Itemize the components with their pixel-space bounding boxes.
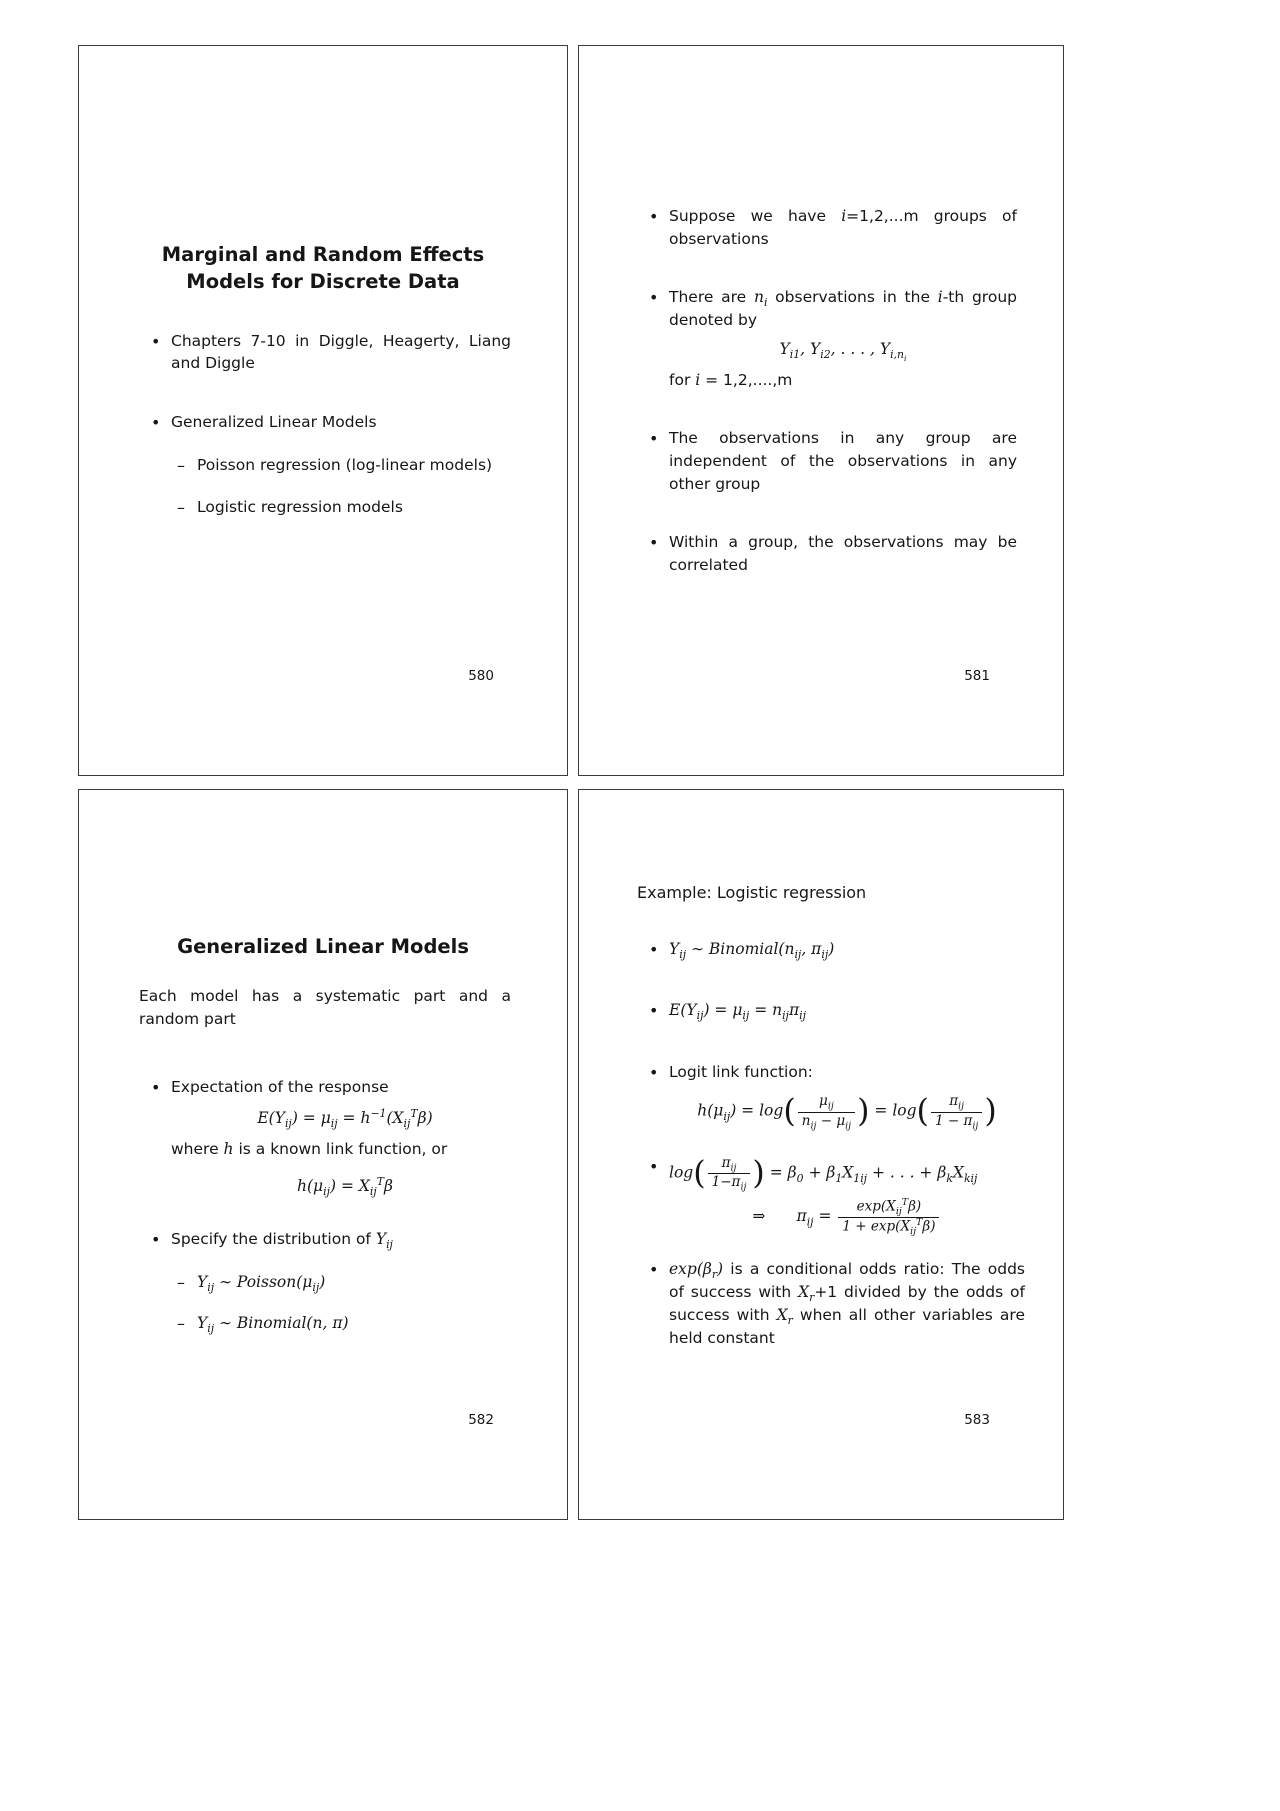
equation: $Y_{i1}$, $Y_{i2}$, . . . , $Y_{i,n_i}$ (779, 339, 907, 364)
bullet-icon: • (649, 429, 659, 449)
bullet-item (649, 1155, 1025, 1237)
page-number: 582 (468, 1412, 494, 1428)
bullet-text: Specify the distribution of $Y_{ij}$ (171, 1229, 393, 1251)
bullet-item (649, 427, 1017, 495)
slide-title: Generalized Linear Models (177, 935, 469, 958)
intro-paragraph: Each model has a systematic part and a random part (139, 986, 511, 1028)
bullet-item (649, 938, 1025, 961)
sub-bullet-text: $Y_{ij}$ ∼ $Poisson(\mu_{ij})$ (197, 1273, 326, 1295)
page-number: 580 (468, 668, 494, 684)
bullet-text: Generalized Linear Models (171, 413, 377, 432)
bullet-text: $E(Y_{ij}) = \mu_{ij} = n_{ij}\pi_{ij}$ (669, 1001, 806, 1023)
bullet-text: Within a group, the observations may be correlated (669, 533, 1017, 574)
bullet-text-line: for i = 1,2,....,m (669, 370, 793, 389)
bullet-icon: • (151, 413, 161, 433)
bullet-text (669, 1155, 1025, 1237)
dash-icon: – (177, 1273, 185, 1293)
bullet-item (649, 1258, 1025, 1349)
title-line-2: Models for Discrete Data (186, 269, 460, 293)
slide-581 (578, 45, 1064, 776)
bullet-item (649, 531, 1017, 576)
bullet-item (151, 1228, 519, 1251)
bullet-text (669, 286, 1017, 391)
bullet-item (649, 999, 1025, 1022)
dash-icon: – (177, 1313, 185, 1333)
sub-bullet-item (151, 1312, 519, 1335)
equation-line: log( $\frac{\pi_{ij}}{1-\pi_{ij}}$ ) = $\beta_0 + \beta_1X_{1ij}$ + . . . + $\beta_kX_{kij}$ (669, 1154, 978, 1193)
bullet-icon: • (649, 533, 659, 553)
bullet-icon: • (649, 1156, 659, 1176)
sub-bullet-text: Logistic regression models (197, 497, 403, 516)
bullet-text: The observations in any group are independent of the observations in any other group (669, 429, 1017, 493)
dash-icon: – (177, 497, 185, 517)
bullet-text: Chapters 7-10 in Diggle, Heagerty, Liang and Diggle (171, 331, 511, 373)
bullet-item (151, 330, 511, 375)
equation: $E(Y_{ij}) = \mu_{ij} = h^{-1}(X_{ij}^T\beta)$ (257, 1106, 433, 1130)
bullet-icon: • (649, 207, 659, 226)
bullet-list (579, 205, 1063, 576)
bullet-text-line: Expectation of the response (171, 1078, 389, 1097)
slide-580 (78, 45, 568, 776)
title-line-1: Marginal and Random Effects (161, 243, 485, 266)
sub-bullet-item (151, 454, 511, 477)
bullet-list (79, 1076, 567, 1335)
equation: $h(\mu_{ij}) = X_{ij}^T\beta$ (297, 1174, 393, 1198)
bullet-item (649, 205, 1017, 250)
sub-bullet-item (151, 1271, 519, 1294)
slide-583 (578, 789, 1064, 1520)
bullet-text (669, 1061, 1025, 1131)
page-number: 583 (964, 1412, 990, 1428)
bullet-icon: • (649, 1062, 659, 1082)
bullet-icon: • (151, 1078, 161, 1098)
bullet-text (171, 1076, 519, 1198)
bullet-icon: • (649, 288, 659, 308)
bullet-list (579, 938, 1063, 1350)
sub-bullet-text: $Y_{ij}$ ∼ Binomial(n, π) (197, 1313, 349, 1335)
slide-heading: Example: Logistic regression (637, 883, 867, 902)
bullet-icon: • (649, 1001, 659, 1021)
slide-title (79, 242, 567, 296)
bullet-item (649, 1061, 1025, 1131)
bullet-item (151, 411, 511, 434)
sub-bullet-item (151, 496, 511, 519)
bullet-text-line: There are $n_i$ observations in the i-th group denoted by (669, 288, 1017, 330)
page-number: 581 (964, 668, 990, 684)
bullet-icon: • (649, 1260, 659, 1280)
bullet-text: $Y_{ij}$ ∼ $Binomial(n_{ij}$, $\pi_{ij}$) (669, 940, 835, 962)
bullet-text: $\exp(\beta_r)$ is a conditional odds ratio: The odds of success with $X_r+1$ divided by the odds of success with $X_r$ when all other variables are held constant (669, 1260, 1025, 1348)
bullet-icon: • (151, 1229, 161, 1249)
bullet-item (649, 286, 1017, 391)
slide-582 (78, 789, 568, 1520)
bullet-text: Suppose we have i=1,2,...m groups of observations (669, 207, 1017, 248)
dash-icon: – (177, 456, 185, 476)
equation: $h(\mu_{ij}) = \log$( $\frac{\mu_{ij}}{n_{ij} - \mu_{ij}}$ ) = log( $\frac{\pi_{ij}}{1 - \pi_{ij}}$ ) (697, 1093, 997, 1132)
bullet-icon: • (649, 940, 659, 959)
bullet-icon: • (151, 331, 161, 351)
bullet-text-line: Logit link function: (669, 1062, 813, 1081)
sub-bullet-text: Poisson regression (log-linear models) (197, 456, 493, 475)
bullet-item (151, 1076, 519, 1198)
bullet-text-line: where h is a known link function, or (171, 1140, 448, 1159)
equation: ⇒ $\pi_{ij}$ = $\frac{\exp(X_{ij}^T\beta)}{1 + \exp(X_{ij}^T\beta)}$ (669, 1198, 1025, 1236)
bullet-list (79, 330, 567, 519)
